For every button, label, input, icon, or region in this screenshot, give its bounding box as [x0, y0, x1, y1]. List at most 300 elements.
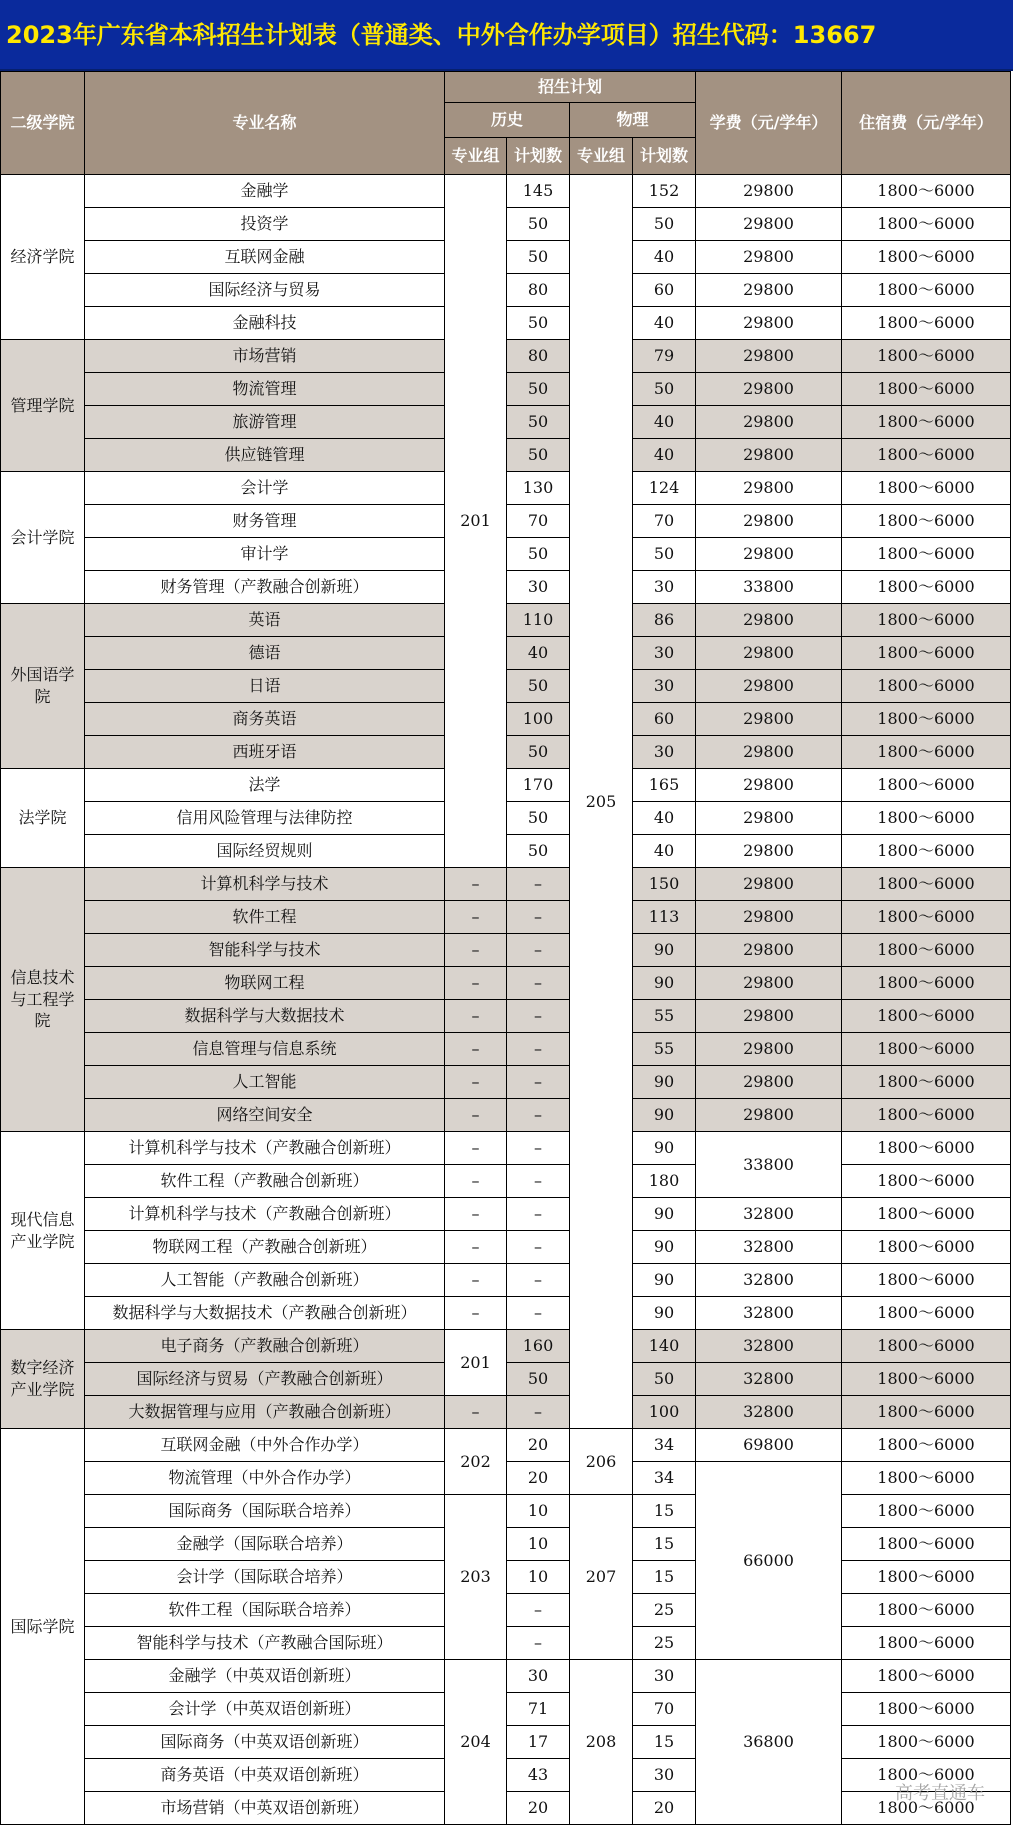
history-count-cell: 10 [507, 1561, 570, 1594]
history-count-cell: 100 [507, 703, 570, 736]
tuition-cell: 29800 [696, 901, 842, 934]
major-cell: 计算机科学与技术（产教融合创新班） [85, 1132, 445, 1165]
history-group-cell: – [445, 901, 507, 934]
history-count-cell: 10 [507, 1495, 570, 1528]
dorm-fee-cell: 1800～6000 [842, 1396, 1011, 1429]
major-cell: 国际经贸规则 [85, 835, 445, 868]
history-count-cell: – [507, 1099, 570, 1132]
history-group-cell: – [445, 1099, 507, 1132]
history-count-cell: – [507, 1627, 570, 1660]
history-count-cell: – [507, 1132, 570, 1165]
physics-group-cell: 208 [570, 1660, 633, 1825]
history-group-cell: – [445, 1033, 507, 1066]
history-count-cell: – [507, 1165, 570, 1198]
history-count-cell: 50 [507, 439, 570, 472]
dorm-fee-cell: 1800～6000 [842, 769, 1011, 802]
history-count-cell: 30 [507, 571, 570, 604]
physics-count-cell: 40 [633, 307, 696, 340]
header-physics-count: 计划数 [633, 138, 696, 175]
history-group-cell: 204 [445, 1660, 507, 1825]
dorm-fee-cell: 1800～6000 [842, 1759, 1011, 1792]
dorm-fee-cell: 1800～6000 [842, 703, 1011, 736]
tuition-cell: 29800 [696, 703, 842, 736]
history-group-cell: – [445, 1264, 507, 1297]
table-row [1, 1231, 1011, 1264]
dorm-fee-cell: 1800～6000 [842, 439, 1011, 472]
major-cell: 物联网工程 [85, 967, 445, 1000]
college-cell: 数字经济产业学院 [1, 1330, 85, 1429]
physics-count-cell: 34 [633, 1429, 696, 1462]
major-cell: 会计学（国际联合培养） [85, 1561, 445, 1594]
header-history-count: 计划数 [507, 138, 570, 175]
physics-count-cell: 152 [633, 175, 696, 208]
header-physics-group: 专业组 [570, 138, 633, 175]
physics-count-cell: 25 [633, 1594, 696, 1627]
history-count-cell: 50 [507, 736, 570, 769]
dorm-fee-cell: 1800～6000 [842, 1594, 1011, 1627]
major-cell: 金融学（国际联合培养） [85, 1528, 445, 1561]
dorm-fee-cell: 1800～6000 [842, 175, 1011, 208]
history-group-cell: – [445, 1231, 507, 1264]
tuition-cell: 33800 [696, 1132, 842, 1198]
history-group-cell: – [445, 1297, 507, 1330]
tuition-cell: 29800 [696, 340, 842, 373]
history-count-cell: – [507, 1066, 570, 1099]
major-cell: 德语 [85, 637, 445, 670]
history-count-cell: 50 [507, 538, 570, 571]
major-cell: 金融学 [85, 175, 445, 208]
physics-count-cell: 55 [633, 1000, 696, 1033]
physics-count-cell: 79 [633, 340, 696, 373]
table-row [1, 1132, 1011, 1165]
dorm-fee-cell: 1800～6000 [842, 967, 1011, 1000]
history-count-cell: 50 [507, 241, 570, 274]
dorm-fee-cell: 1800～6000 [842, 1198, 1011, 1231]
major-cell: 人工智能（产教融合创新班） [85, 1264, 445, 1297]
major-cell: 会计学（中英双语创新班） [85, 1693, 445, 1726]
table-row [1, 1330, 1011, 1363]
history-count-cell: 10 [507, 1528, 570, 1561]
major-cell: 网络空间安全 [85, 1099, 445, 1132]
physics-count-cell: 50 [633, 1363, 696, 1396]
physics-count-cell: 40 [633, 241, 696, 274]
table-row [1, 967, 1011, 1000]
dorm-fee-cell: 1800～6000 [842, 1066, 1011, 1099]
physics-group-cell: 207 [570, 1495, 633, 1660]
history-count-cell: 50 [507, 835, 570, 868]
history-count-cell: – [507, 1594, 570, 1627]
history-count-cell: 50 [507, 1363, 570, 1396]
major-cell: 物流管理（中外合作办学） [85, 1462, 445, 1495]
major-cell: 西班牙语 [85, 736, 445, 769]
major-cell: 商务英语 [85, 703, 445, 736]
tuition-cell: 66000 [696, 1462, 842, 1660]
dorm-fee-cell: 1800～6000 [842, 571, 1011, 604]
tuition-cell: 32800 [696, 1297, 842, 1330]
major-cell: 商务英语（中英双语创新班） [85, 1759, 445, 1792]
tuition-cell: 29800 [696, 241, 842, 274]
physics-count-cell: 55 [633, 1033, 696, 1066]
physics-count-cell: 90 [633, 1198, 696, 1231]
major-cell: 会计学 [85, 472, 445, 505]
table-row [1, 934, 1011, 967]
college-cell: 信息技术与工程学院 [1, 868, 85, 1132]
table-row [1, 901, 1011, 934]
dorm-fee-cell: 1800～6000 [842, 868, 1011, 901]
dorm-fee-cell: 1800～6000 [842, 670, 1011, 703]
physics-count-cell: 90 [633, 1132, 696, 1165]
header-plan: 招生计划 [445, 72, 696, 103]
table-row [1, 1066, 1011, 1099]
major-cell: 物联网工程（产教融合创新班） [85, 1231, 445, 1264]
dorm-fee-cell: 1800～6000 [842, 1099, 1011, 1132]
tuition-cell: 29800 [696, 439, 842, 472]
tuition-cell: 29800 [696, 769, 842, 802]
history-count-cell: 50 [507, 406, 570, 439]
physics-count-cell: 90 [633, 1297, 696, 1330]
dorm-fee-cell: 1800～6000 [842, 1561, 1011, 1594]
header-history-group: 专业组 [445, 138, 507, 175]
physics-count-cell: 90 [633, 1264, 696, 1297]
physics-group-cell: 205 [570, 175, 633, 1429]
history-group-cell: – [445, 1198, 507, 1231]
dorm-fee-cell: 1800～6000 [842, 604, 1011, 637]
major-cell: 互联网金融 [85, 241, 445, 274]
major-cell: 审计学 [85, 538, 445, 571]
dorm-fee-cell: 1800～6000 [842, 1627, 1011, 1660]
physics-count-cell: 60 [633, 703, 696, 736]
major-cell: 财务管理 [85, 505, 445, 538]
major-cell: 计算机科学与技术 [85, 868, 445, 901]
physics-count-cell: 165 [633, 769, 696, 802]
tuition-cell: 29800 [696, 1099, 842, 1132]
table-row [1, 1429, 1011, 1462]
header-dorm: 住宿费（元/学年） [842, 72, 1011, 175]
major-cell: 信用风险管理与法律防控 [85, 802, 445, 835]
tuition-cell: 29800 [696, 208, 842, 241]
history-count-cell: 70 [507, 505, 570, 538]
table-row [1, 1099, 1011, 1132]
table-row [1, 868, 1011, 901]
dorm-fee-cell: 1800～6000 [842, 736, 1011, 769]
history-count-cell: – [507, 1198, 570, 1231]
history-count-cell: 50 [507, 802, 570, 835]
watermark: 高考直通车 [895, 1783, 985, 1804]
tuition-cell: 29800 [696, 175, 842, 208]
tuition-cell: 32800 [696, 1396, 842, 1429]
dorm-fee-cell: 1800～6000 [842, 1693, 1011, 1726]
tuition-cell: 32800 [696, 1363, 842, 1396]
physics-count-cell: 70 [633, 1693, 696, 1726]
title-bar [0, 0, 1013, 71]
tuition-cell: 29800 [696, 472, 842, 505]
college-cell: 国际学院 [1, 1429, 85, 1825]
dorm-fee-cell: 1800～6000 [842, 1231, 1011, 1264]
physics-count-cell: 90 [633, 1066, 696, 1099]
header-major: 专业名称 [85, 72, 445, 175]
tuition-cell: 32800 [696, 1198, 842, 1231]
major-cell: 财务管理（产教融合创新班） [85, 571, 445, 604]
history-count-cell: 71 [507, 1693, 570, 1726]
dorm-fee-cell: 1800～6000 [842, 1462, 1011, 1495]
history-count-cell: – [507, 1264, 570, 1297]
history-group-cell: 201 [445, 1330, 507, 1396]
history-group-cell: 203 [445, 1495, 507, 1660]
major-cell: 智能科学与技术（产教融合国际班） [85, 1627, 445, 1660]
dorm-fee-cell: 1800～6000 [842, 934, 1011, 967]
physics-count-cell: 25 [633, 1627, 696, 1660]
tuition-cell: 29800 [696, 604, 842, 637]
tuition-cell: 29800 [696, 1033, 842, 1066]
college-cell: 会计学院 [1, 472, 85, 604]
tuition-cell: 32800 [696, 1264, 842, 1297]
dorm-fee-cell: 1800～6000 [842, 1660, 1011, 1693]
dorm-fee-cell: 1800～6000 [842, 538, 1011, 571]
major-cell: 电子商务（产教融合创新班） [85, 1330, 445, 1363]
dorm-fee-cell: 1800～6000 [842, 373, 1011, 406]
major-cell: 供应链管理 [85, 439, 445, 472]
major-cell: 智能科学与技术 [85, 934, 445, 967]
physics-count-cell: 15 [633, 1495, 696, 1528]
history-group-cell: 201 [445, 175, 507, 868]
history-count-cell: 50 [507, 307, 570, 340]
dorm-fee-cell: 1800～6000 [842, 802, 1011, 835]
history-group-cell: – [445, 934, 507, 967]
major-cell: 金融学（中英双语创新班） [85, 1660, 445, 1693]
major-cell: 国际商务（中英双语创新班） [85, 1726, 445, 1759]
major-cell: 国际商务（国际联合培养） [85, 1495, 445, 1528]
table-row [1, 1165, 1011, 1198]
history-count-cell: – [507, 868, 570, 901]
physics-count-cell: 113 [633, 901, 696, 934]
physics-count-cell: 30 [633, 670, 696, 703]
history-count-cell: 50 [507, 670, 570, 703]
physics-count-cell: 50 [633, 538, 696, 571]
physics-count-cell: 40 [633, 835, 696, 868]
major-cell: 市场营销 [85, 340, 445, 373]
table-row [1, 1264, 1011, 1297]
physics-count-cell: 30 [633, 571, 696, 604]
major-cell: 软件工程（国际联合培养） [85, 1594, 445, 1627]
physics-count-cell: 34 [633, 1462, 696, 1495]
dorm-fee-cell: 1800～6000 [842, 1264, 1011, 1297]
major-cell: 人工智能 [85, 1066, 445, 1099]
history-count-cell: – [507, 1000, 570, 1033]
history-count-cell: 160 [507, 1330, 570, 1363]
physics-count-cell: 30 [633, 1759, 696, 1792]
physics-count-cell: 90 [633, 1231, 696, 1264]
physics-count-cell: 30 [633, 1660, 696, 1693]
page-title: 2023年广东省本科招生计划表（普通类、中外合作办学项目）招生代码：13667 [6, 21, 877, 49]
history-group-cell: 202 [445, 1429, 507, 1495]
dorm-fee-cell: 1800～6000 [842, 1363, 1011, 1396]
history-group-cell: – [445, 1165, 507, 1198]
major-cell: 英语 [85, 604, 445, 637]
college-cell: 外国语学院 [1, 604, 85, 769]
physics-count-cell: 90 [633, 934, 696, 967]
tuition-cell: 29800 [696, 1000, 842, 1033]
dorm-fee-cell: 1800～6000 [842, 1429, 1011, 1462]
major-cell: 物流管理 [85, 373, 445, 406]
table-row [1, 175, 1011, 208]
dorm-fee-cell: 1800～6000 [842, 1165, 1011, 1198]
physics-count-cell: 15 [633, 1726, 696, 1759]
major-cell: 国际经济与贸易（产教融合创新班） [85, 1363, 445, 1396]
dorm-fee-cell: 1800～6000 [842, 1528, 1011, 1561]
tuition-cell: 29800 [696, 967, 842, 1000]
dorm-fee-cell: 1800～6000 [842, 1297, 1011, 1330]
dorm-fee-cell: 1800～6000 [842, 1132, 1011, 1165]
major-cell: 市场营销（中英双语创新班） [85, 1792, 445, 1825]
history-count-cell: – [507, 934, 570, 967]
major-cell: 数据科学与大数据技术（产教融合创新班） [85, 1297, 445, 1330]
physics-count-cell: 50 [633, 373, 696, 406]
dorm-fee-cell: 1800～6000 [842, 1033, 1011, 1066]
physics-count-cell: 100 [633, 1396, 696, 1429]
header-tuition: 学费（元/学年） [696, 72, 842, 175]
history-group-cell: – [445, 868, 507, 901]
history-group-cell: – [445, 1132, 507, 1165]
major-cell: 数据科学与大数据技术 [85, 1000, 445, 1033]
college-cell: 经济学院 [1, 175, 85, 340]
history-count-cell: 50 [507, 373, 570, 406]
history-count-cell: 40 [507, 637, 570, 670]
college-cell: 法学院 [1, 769, 85, 868]
tuition-cell: 29800 [696, 934, 842, 967]
dorm-fee-cell: 1800～6000 [842, 1792, 1011, 1825]
history-group-cell: – [445, 1396, 507, 1429]
major-cell: 金融科技 [85, 307, 445, 340]
tuition-cell: 29800 [696, 1066, 842, 1099]
college-cell: 现代信息产业学院 [1, 1132, 85, 1330]
dorm-fee-cell: 1800～6000 [842, 208, 1011, 241]
major-cell: 投资学 [85, 208, 445, 241]
enrollment-plan-table [0, 71, 1011, 1825]
dorm-fee-cell: 1800～6000 [842, 505, 1011, 538]
physics-count-cell: 180 [633, 1165, 696, 1198]
physics-count-cell: 40 [633, 439, 696, 472]
dorm-fee-cell: 1800～6000 [842, 307, 1011, 340]
major-cell: 法学 [85, 769, 445, 802]
tuition-cell: 29800 [696, 373, 842, 406]
major-cell: 旅游管理 [85, 406, 445, 439]
physics-count-cell: 150 [633, 868, 696, 901]
dorm-fee-cell: 1800～6000 [842, 637, 1011, 670]
header-history: 历史 [445, 103, 570, 138]
history-count-cell: 145 [507, 175, 570, 208]
dorm-fee-cell: 1800～6000 [842, 340, 1011, 373]
header-physics: 物理 [570, 103, 696, 138]
table-row [1, 1495, 1011, 1528]
history-count-cell: 20 [507, 1429, 570, 1462]
physics-count-cell: 70 [633, 505, 696, 538]
tuition-cell: 36800 [696, 1660, 842, 1825]
tuition-cell: 33800 [696, 571, 842, 604]
physics-count-cell: 86 [633, 604, 696, 637]
history-count-cell: 130 [507, 472, 570, 505]
header-row [1, 72, 1011, 103]
table-row [1, 1000, 1011, 1033]
physics-count-cell: 20 [633, 1792, 696, 1825]
physics-count-cell: 40 [633, 802, 696, 835]
tuition-cell: 29800 [696, 307, 842, 340]
college-cell: 管理学院 [1, 340, 85, 472]
tuition-cell: 29800 [696, 802, 842, 835]
history-count-cell: – [507, 1297, 570, 1330]
major-cell: 国际经济与贸易 [85, 274, 445, 307]
table-row [1, 1198, 1011, 1231]
physics-count-cell: 50 [633, 208, 696, 241]
history-count-cell: 17 [507, 1726, 570, 1759]
table-row [1, 1396, 1011, 1429]
major-cell: 大数据管理与应用（产教融合创新班） [85, 1396, 445, 1429]
history-count-cell: 170 [507, 769, 570, 802]
history-count-cell: 80 [507, 340, 570, 373]
physics-count-cell: 30 [633, 637, 696, 670]
header-college: 二级学院 [1, 72, 85, 175]
physics-count-cell: 90 [633, 967, 696, 1000]
major-cell: 计算机科学与技术（产教融合创新班） [85, 1198, 445, 1231]
physics-count-cell: 30 [633, 736, 696, 769]
tuition-cell: 29800 [696, 736, 842, 769]
history-count-cell: – [507, 1396, 570, 1429]
history-count-cell: – [507, 967, 570, 1000]
history-count-cell: 30 [507, 1660, 570, 1693]
physics-count-cell: 40 [633, 406, 696, 439]
dorm-fee-cell: 1800～6000 [842, 1726, 1011, 1759]
tuition-cell: 29800 [696, 835, 842, 868]
tuition-cell: 29800 [696, 538, 842, 571]
table-row [1, 1297, 1011, 1330]
physics-count-cell: 15 [633, 1561, 696, 1594]
physics-count-cell: 90 [633, 1099, 696, 1132]
major-cell: 软件工程（产教融合创新班） [85, 1165, 445, 1198]
tuition-cell: 29800 [696, 868, 842, 901]
history-count-cell: – [507, 901, 570, 934]
history-count-cell: 43 [507, 1759, 570, 1792]
major-cell: 信息管理与信息系统 [85, 1033, 445, 1066]
major-cell: 互联网金融（中外合作办学） [85, 1429, 445, 1462]
major-cell: 软件工程 [85, 901, 445, 934]
tuition-cell: 32800 [696, 1231, 842, 1264]
dorm-fee-cell: 1800～6000 [842, 274, 1011, 307]
tuition-cell: 29800 [696, 406, 842, 439]
dorm-fee-cell: 1800～6000 [842, 1495, 1011, 1528]
tuition-cell: 29800 [696, 505, 842, 538]
tuition-cell: 29800 [696, 637, 842, 670]
tuition-cell: 29800 [696, 274, 842, 307]
tuition-cell: 69800 [696, 1429, 842, 1462]
table-row [1, 1033, 1011, 1066]
physics-count-cell: 124 [633, 472, 696, 505]
physics-count-cell: 60 [633, 274, 696, 307]
history-count-cell: 50 [507, 208, 570, 241]
dorm-fee-cell: 1800～6000 [842, 472, 1011, 505]
history-group-cell: – [445, 1066, 507, 1099]
history-count-cell: 110 [507, 604, 570, 637]
table-row [1, 1660, 1011, 1693]
history-count-cell: – [507, 1033, 570, 1066]
physics-count-cell: 15 [633, 1528, 696, 1561]
dorm-fee-cell: 1800～6000 [842, 241, 1011, 274]
dorm-fee-cell: 1800～6000 [842, 1330, 1011, 1363]
history-count-cell: – [507, 1231, 570, 1264]
history-group-cell: – [445, 1000, 507, 1033]
history-count-cell: 20 [507, 1792, 570, 1825]
dorm-fee-cell: 1800～6000 [842, 1000, 1011, 1033]
major-cell: 日语 [85, 670, 445, 703]
dorm-fee-cell: 1800～6000 [842, 406, 1011, 439]
